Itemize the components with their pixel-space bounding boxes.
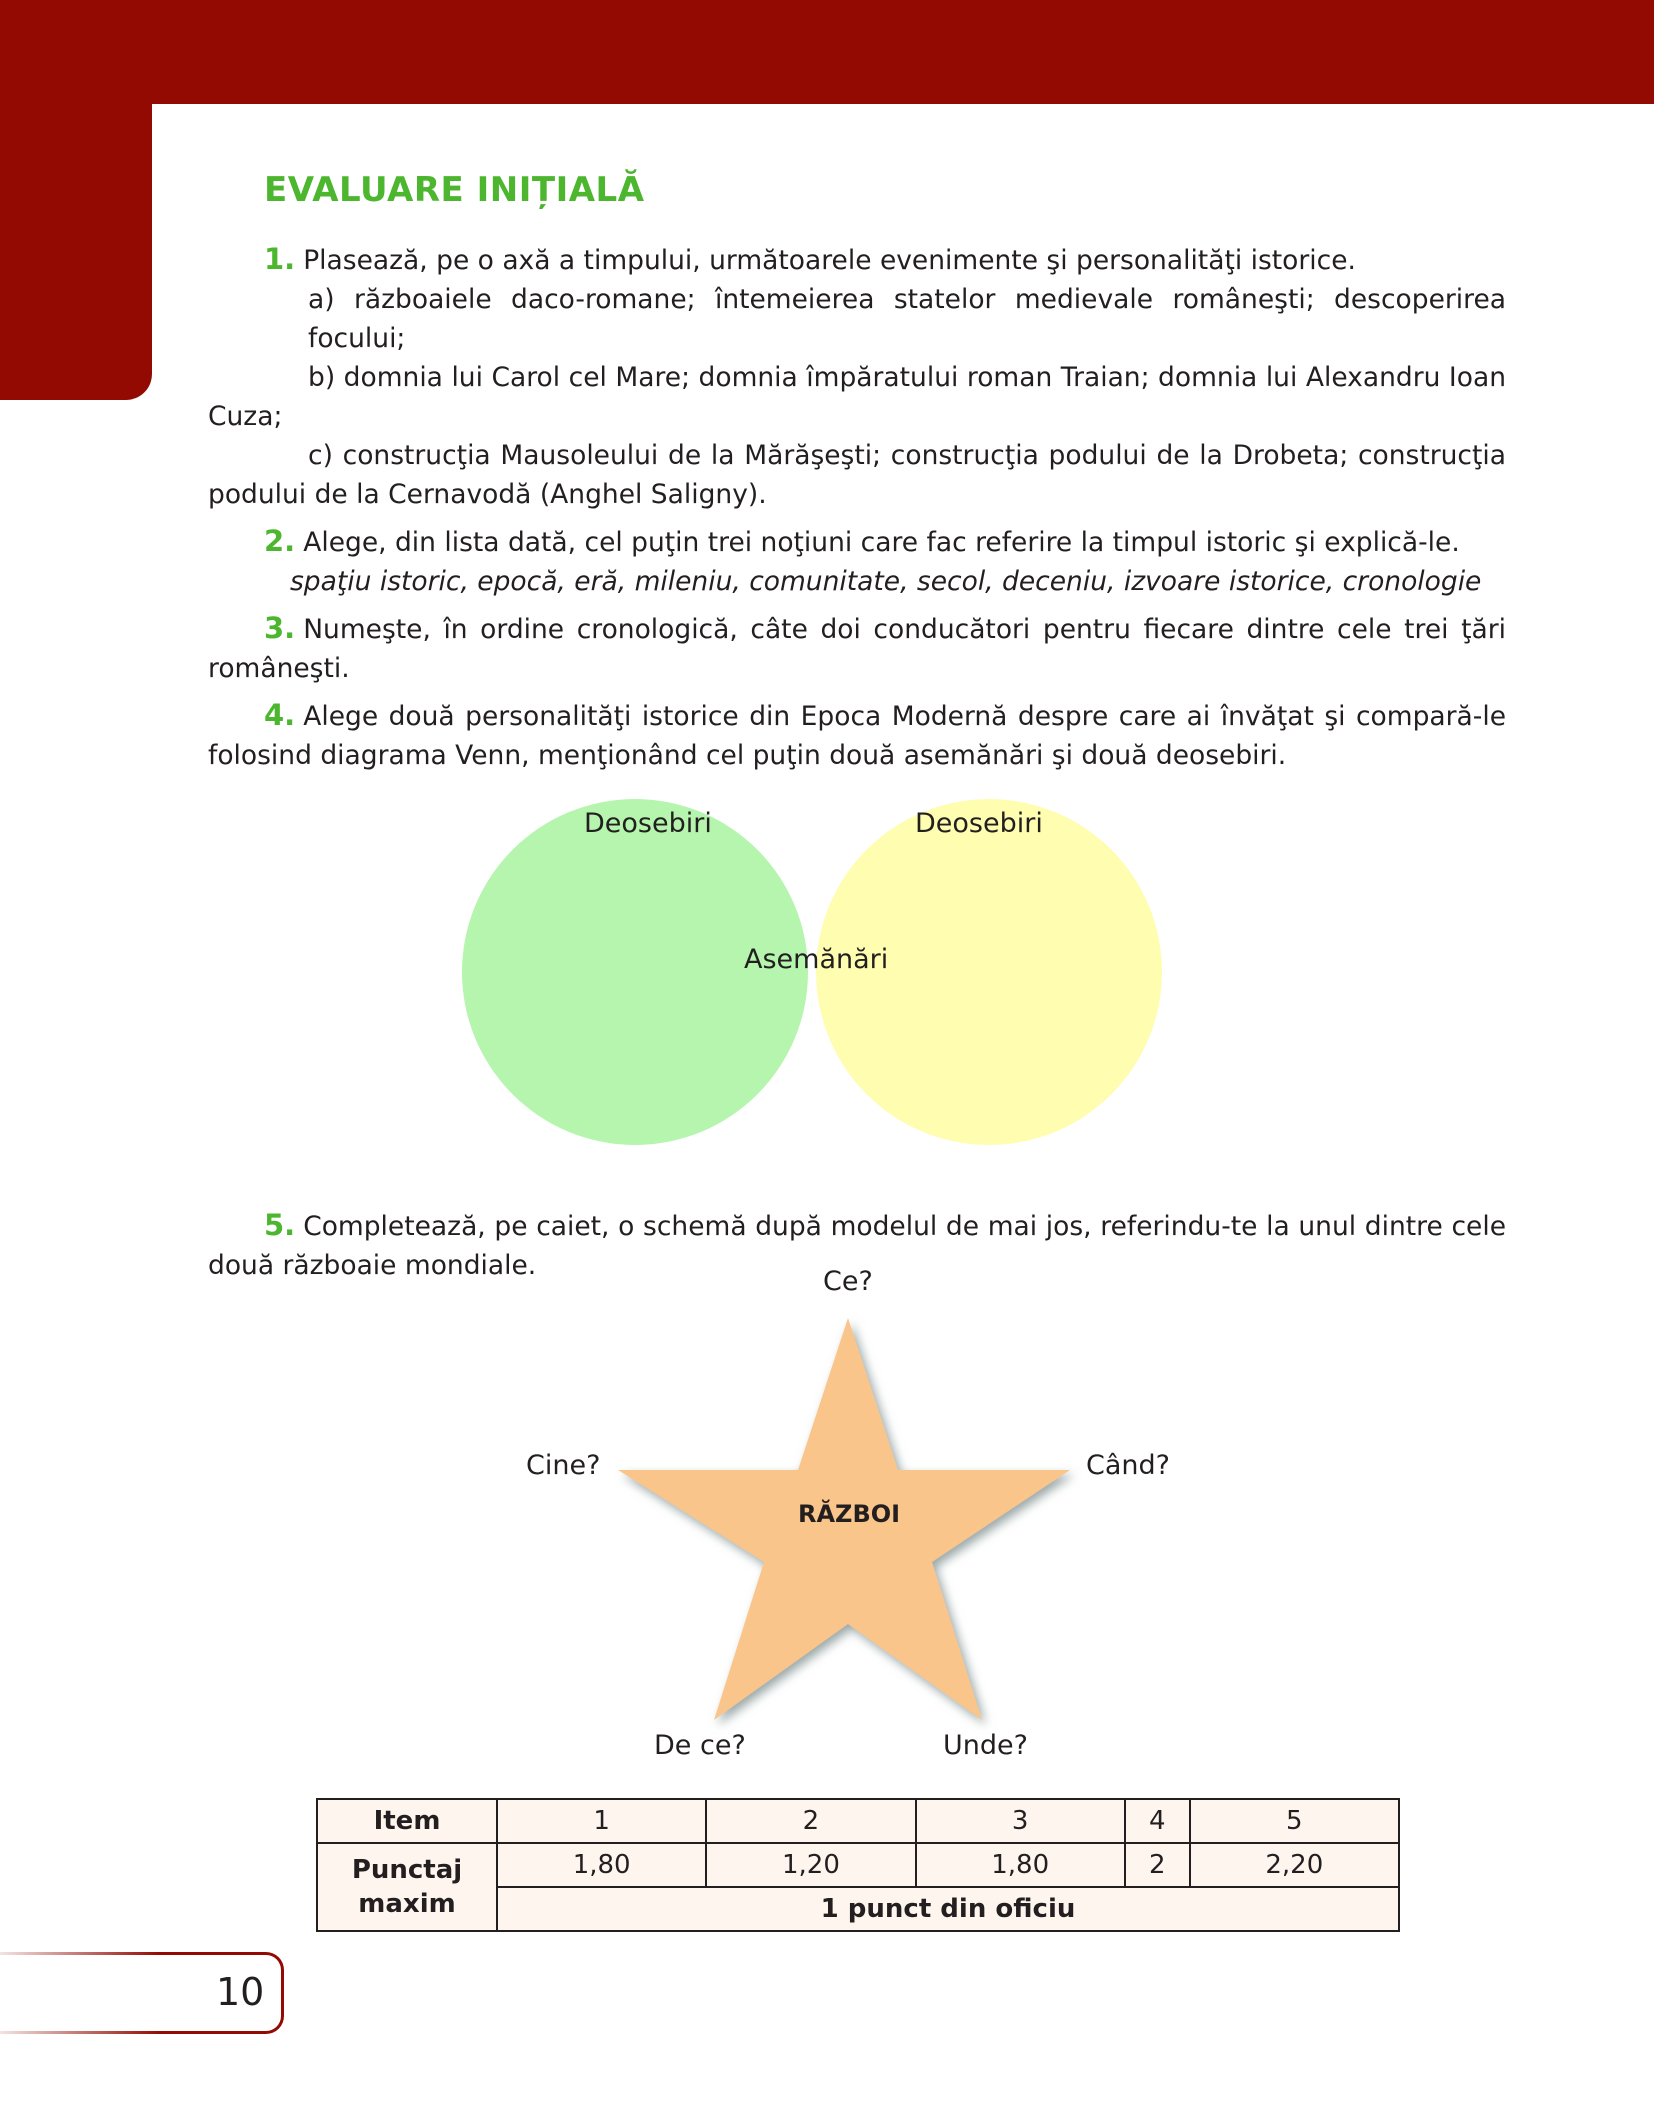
table-cell-bonus: 1 punct din oficiu xyxy=(497,1887,1399,1931)
venn-left-label: Deosebiri xyxy=(584,808,712,839)
question-1 xyxy=(208,240,1506,280)
table-cell-points: 2 xyxy=(1125,1843,1190,1887)
question-3 xyxy=(208,609,1506,688)
question-2 xyxy=(208,522,1506,562)
question-1-number: 1. xyxy=(264,242,296,276)
table-cell-points: 2,20 xyxy=(1190,1843,1399,1887)
question-4-number: 4. xyxy=(264,698,296,732)
star-diagram xyxy=(500,1262,1200,1782)
question-1-c: c) construcţia Mausoleului de la Mărăşeşti; construcţia podului de la Drobeta; construcţia podului de la Cernavodă (Anghel Saligny). xyxy=(208,440,1506,510)
question-5-text: Completează, pe caiet, o schemă după modelul de mai jos, referindu-te la unul dintre cele două războaie mondiale. xyxy=(208,1211,1506,1281)
question-1-text: Plasează, pe o axă a timpului, următoarele evenimente şi personalităţi istorice. xyxy=(303,245,1356,276)
star-center-label: RĂZBOI xyxy=(798,1500,901,1528)
question-1-a: a) războaiele daco-romane; întemeierea statelor medievale româneşti; descoperirea focului; xyxy=(308,284,1506,354)
score-table xyxy=(316,1798,1400,1932)
content xyxy=(208,160,1506,775)
table-header-points: Punctaj maxim xyxy=(317,1843,497,1931)
table-cell-item: 4 xyxy=(1125,1799,1190,1843)
side-tab xyxy=(0,0,152,400)
table-cell-item: 3 xyxy=(916,1799,1125,1843)
star-label-left: Cine? xyxy=(526,1450,601,1481)
table-cell-points: 1,20 xyxy=(706,1843,915,1887)
table-row xyxy=(317,1799,1399,1843)
table-cell-points: 1,80 xyxy=(916,1843,1125,1887)
question-3-text: Numeşte, în ordine cronologică, câte doi conducători pentru fiecare dintre cele trei ţări româneşti. xyxy=(208,614,1506,684)
table-cell-item: 1 xyxy=(497,1799,706,1843)
star-label-right: Când? xyxy=(1086,1450,1170,1481)
question-5-number: 5. xyxy=(264,1208,296,1242)
star-label-bottom-left: De ce? xyxy=(654,1730,746,1761)
question-2-list: spaţiu istoric, epocă, eră, mileniu, comunitate, secol, deceniu, izvoare istorice, cronologie xyxy=(290,566,1482,597)
page-number: 10 xyxy=(216,1970,265,2014)
top-band xyxy=(0,0,1654,104)
table-cell-item: 5 xyxy=(1190,1799,1399,1843)
table-row xyxy=(317,1843,1399,1887)
venn-svg xyxy=(462,762,1162,1192)
question-4-text: Alege două personalităţi istorice din Epoca Modernă despre care ai învăţat şi compară-le folosind diagrama Venn, menţionând cel puţin două asemănări şi două deosebiri. xyxy=(208,701,1506,771)
venn-right-label: Deosebiri xyxy=(915,808,1043,839)
page-title: EVALUARE INIȚIALĂ xyxy=(264,170,645,210)
table-header-item: Item xyxy=(317,1799,497,1843)
venn-diagram xyxy=(462,762,1162,1192)
question-2-number: 2. xyxy=(264,524,296,558)
star-label-top: Ce? xyxy=(823,1266,873,1297)
question-3-number: 3. xyxy=(264,611,296,645)
venn-center-label: Asemănări xyxy=(744,944,889,975)
question-2-text: Alege, din lista dată, cel puţin trei noţiuni care fac referire la timpul istoric şi explică-le. xyxy=(303,527,1460,558)
table-cell-item: 2 xyxy=(706,1799,915,1843)
table-cell-points: 1,80 xyxy=(497,1843,706,1887)
star-label-bottom-right: Unde? xyxy=(943,1730,1028,1761)
question-1-b: b) domnia lui Carol cel Mare; domnia împăratului roman Traian; domnia lui Alexandru Ioan Cuza; xyxy=(208,362,1506,432)
